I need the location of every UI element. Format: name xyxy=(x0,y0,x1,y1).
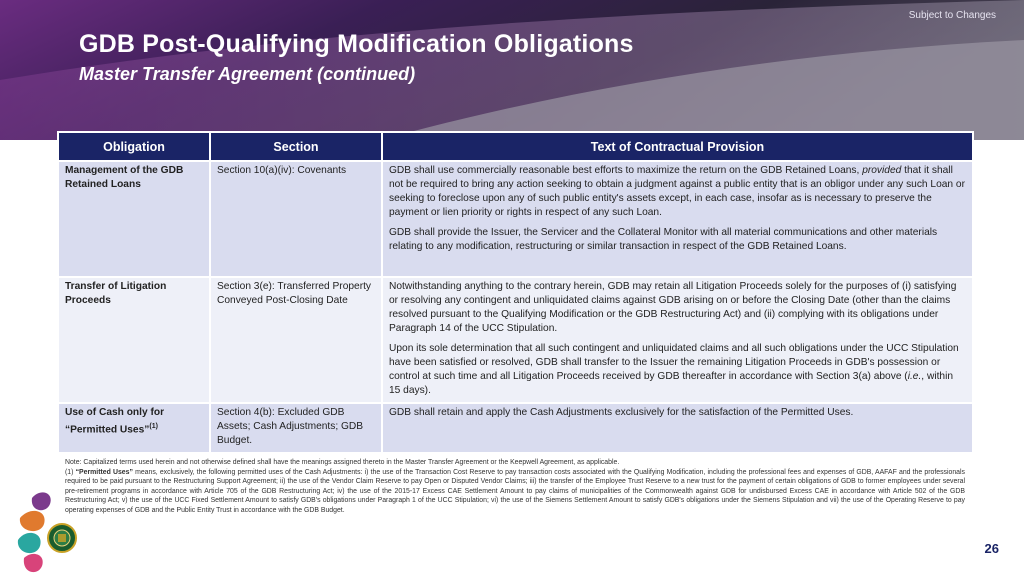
provision-paragraph: GDB shall provide the Issuer, the Servicer and the Collateral Monitor with all material communications and other materials relating to any modification, restructuring or similar transaction in respect of the GDB Retained Loans. xyxy=(389,227,938,252)
provision-paragraph: GDB shall use commercially reasonable best efforts to maximize the return on the GDB Retained Loans, provided that it shall not be required to bring any action seeking to obtain a judgment against a public entity that is an obligor under any such Loan or seeking to foreclose upon any of such public entity's assets except, in each case, insofar as is necessary to preserve the payment or lien priority or rights in respect of any such Loan. xyxy=(389,165,965,218)
obligations-table xyxy=(57,131,974,454)
column-header-section: Section xyxy=(210,132,382,161)
page-title: GDB Post-Qualifying Modification Obligations xyxy=(79,30,634,58)
puerto-rico-seal-logo-icon xyxy=(10,488,80,576)
section-cell: Section 10(a)(iv): Covenants xyxy=(210,161,382,277)
table-row xyxy=(58,403,973,453)
obligation-cell: Use of Cash only for “Permitted Uses”$^{(1)}$ xyxy=(58,403,210,453)
note-permitted-uses: (1) “Permitted Uses” means, exclusively, the following permitted uses of the Cash Adjustments: i) the use of the Transaction Cost Reserve to pay transaction costs associated with the Qualifying Modification, including the professional fees and expenses of GDB, AAFAF and the professionals required to be paid pursuant to the Restructuring Support Agreement; ii) the use of the Vendor Claim Reserve to pay Open or Disputed Vendor Claims; iii) the transfer of the Employee Trust Reserve to a new trust for the payment of certain obligations of GDB to former employees under several pre-retirement programs in accordance with Article 705 of the GDB Restructuring Act; iv) the use of the 2015-17 Excess CAE Settlement Amount to pay claims of municipalities of the Commonwealth against GDB for undisbursed Excess CAE in accordance with Article 502 of the GDB Restructuring Act; v) the use of the UCC Fixed Settlement Amount to satisfy GDB's obligations under Paragraph 1 of the UCC Stipulation; vi) the use of the Siemens Settlement Amount to satisfy GDB's obligations under the Siemens Stipulation and vii) the use of the Operating Reserve to pay operating expenses of GDB and the Public Entity Trust in accordance with the GDB Budget. xyxy=(65,468,965,514)
page-number: 26 xyxy=(984,541,999,556)
provision-paragraph: Notwithstanding anything to the contrary herein, GDB may retain all Litigation Proceeds solely for the purposes of (i) satisfying or resolving any contingent and unliquidated claims against GDB arising on or before the Closing Date (other than the claims resolved pursuant to the Qualifying Modification or the GDB Restructuring Act) and (ii) complying with its obligations under Paragraph 14 of the UCC Stipulation. xyxy=(389,281,957,334)
table-header-row xyxy=(58,132,973,161)
provision-cell: GDB shall retain and apply the Cash Adjustments exclusively for the satisfaction of the Permitted Uses. xyxy=(382,403,973,453)
provided-emphasis: provided xyxy=(862,165,902,176)
obligations-table-container xyxy=(57,131,972,454)
section-cell: Section 3(e): Transferred Property Conveyed Post-Closing Date xyxy=(210,277,382,403)
column-header-provision: Text of Contractual Provision xyxy=(382,132,973,161)
subject-to-changes-note: Subject to Changes xyxy=(908,10,996,21)
provision-cell xyxy=(382,277,973,403)
provision-cell xyxy=(382,161,973,277)
column-header-obligation: Obligation xyxy=(58,132,210,161)
section-cell: Section 4(b): Excluded GDB Assets; Cash Adjustments; GDB Budget. xyxy=(210,403,382,453)
obligation-cell: Transfer of Litigation Proceeds xyxy=(58,277,210,403)
permitted-uses-term: “Permitted Uses” xyxy=(75,468,133,476)
provision-paragraph: Upon its sole determination that all such contingent and unliquidated claims and all such obligations under the UCC Stipulation have been satisfied or resolved, GDB shall transfer to the Issuer the remaining Litigation Proceeds in GDB's possession or control at such time and all Litigation Proceeds received by GDB thereafter in accordance with Section 3(a) above (i.e., within 15 days). xyxy=(389,343,959,396)
ie-emphasis: i.e. xyxy=(907,371,922,382)
page-subtitle: Master Transfer Agreement (continued) xyxy=(79,64,416,84)
footnote-ref: (1) xyxy=(149,423,158,430)
note-line: Note: Capitalized terms used herein and not otherwise defined shall have the meanings assigned thereto in the Master Transfer Agreement or the Keepwell Agreement, as applicable. xyxy=(65,459,620,466)
obligation-cell: Management of the GDB Retained Loans xyxy=(58,161,210,277)
table-row xyxy=(58,161,973,277)
footnotes xyxy=(65,458,965,516)
table-row xyxy=(58,277,973,403)
